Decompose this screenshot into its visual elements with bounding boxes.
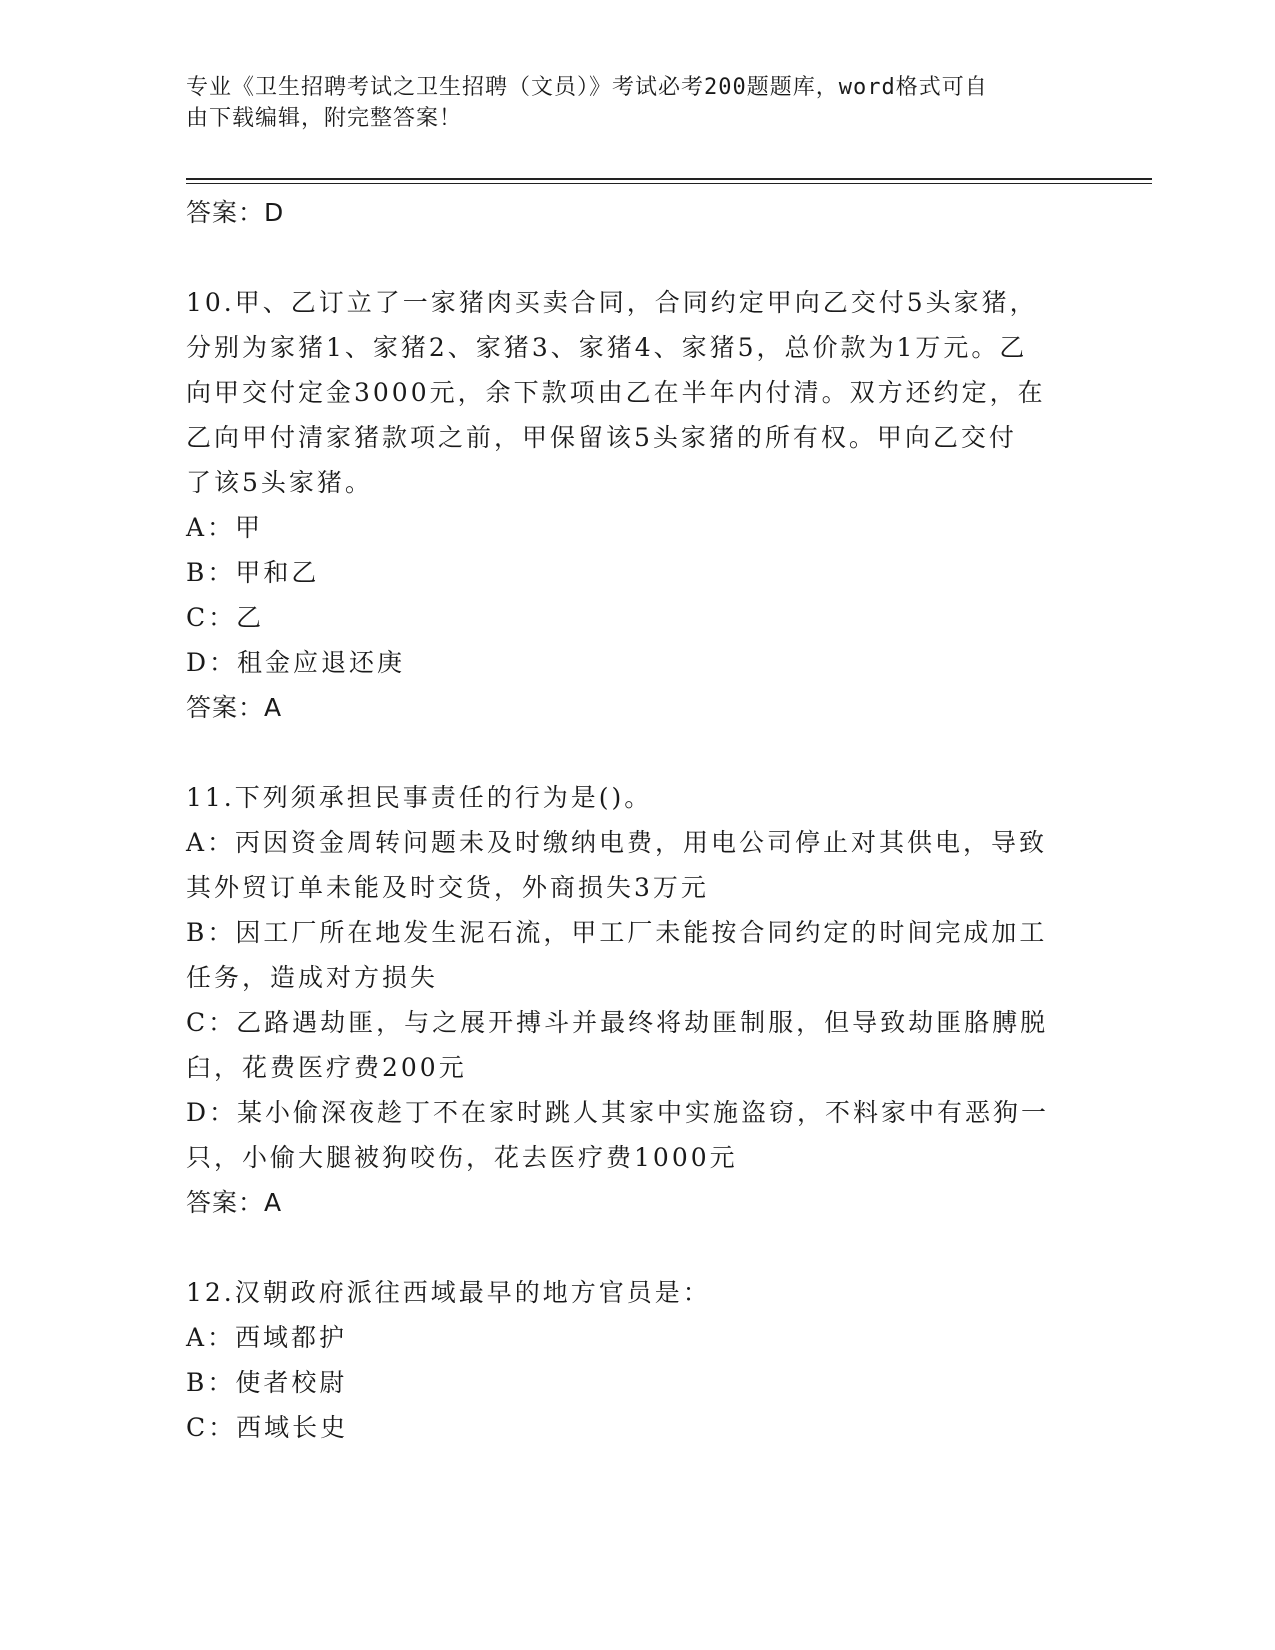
option-line: 其外贸订单未能及时交货，外商损失3万元 bbox=[186, 873, 709, 902]
spacer bbox=[186, 235, 1086, 280]
option-line: 臼，花费医疗费200元 bbox=[186, 1053, 467, 1082]
header-line-2: 由下载编辑，附完整答案！ bbox=[186, 106, 463, 131]
option-a bbox=[186, 820, 1086, 910]
question-text-line: 了该5头家猪。 bbox=[186, 468, 373, 497]
option-line: B：因工厂所在地发生泥石流，甲工厂未能按合同约定的时间完成加工 bbox=[186, 918, 1048, 947]
answer-q11: 答案：A bbox=[186, 1188, 283, 1217]
option-d bbox=[186, 1090, 1086, 1180]
answer-q10: 答案：A bbox=[186, 693, 283, 722]
question-text-line: 向甲交付定金3000元，余下款项由乙在半年内付清。双方还约定，在 bbox=[186, 378, 1046, 407]
option-line: D：某小偷深夜趁丁不在家时跳人其家中实施盗窃，不料家中有恶狗一 bbox=[186, 1098, 1050, 1127]
question-stem: 11.下列须承担民事责任的行为是()。 bbox=[186, 783, 653, 812]
option-a: A：甲 bbox=[186, 513, 264, 542]
document-header bbox=[186, 72, 1066, 134]
spacer bbox=[186, 730, 1086, 775]
option-b bbox=[186, 910, 1086, 1000]
option-line: 任务，造成对方损失 bbox=[186, 963, 439, 992]
option-c: C：乙 bbox=[186, 603, 265, 632]
header-line-1: 专业《卫生招聘考试之卫生招聘（文员）》考试必考200题题库，word格式可自 bbox=[186, 75, 988, 100]
question-10 bbox=[186, 280, 1086, 730]
option-line: A：丙因资金周转问题未及时缴纳电费，用电公司停止对其供电，导致 bbox=[186, 828, 1048, 857]
option-a: A：西域都护 bbox=[186, 1323, 348, 1352]
header-rule-thick bbox=[186, 178, 1152, 180]
option-c bbox=[186, 1000, 1086, 1090]
question-text-line: 分别为家猪1、家猪2、家猪3、家猪4、家猪5，总价款为1万元。乙 bbox=[186, 333, 1028, 362]
option-b: B：甲和乙 bbox=[186, 558, 320, 587]
spacer bbox=[186, 1225, 1086, 1270]
option-line: C：乙路遇劫匪，与之展开搏斗并最终将劫匪制服，但导致劫匪胳膊脱 bbox=[186, 1008, 1049, 1037]
question-11 bbox=[186, 775, 1086, 1225]
answer-q9: 答案：D bbox=[186, 198, 285, 227]
question-12 bbox=[186, 1270, 1086, 1450]
option-b: B：使者校尉 bbox=[186, 1368, 348, 1397]
option-d: D：租金应退还庚 bbox=[186, 648, 406, 677]
question-stem: 12.汉朝政府派往西域最早的地方官员是： bbox=[186, 1278, 711, 1307]
header-rule-thin bbox=[186, 183, 1152, 184]
question-list bbox=[186, 190, 1086, 1450]
option-line: 只，小偷大腿被狗咬伤，花去医疗费1000元 bbox=[186, 1143, 738, 1172]
question-text-line: 乙向甲付清家猪款项之前，甲保留该5头家猪的所有权。甲向乙交付 bbox=[186, 423, 1017, 452]
question-text-line: 10.甲、乙订立了一家猪肉买卖合同，合同约定甲向乙交付5头家猪， bbox=[186, 288, 1038, 317]
option-c: C：西域长史 bbox=[186, 1413, 349, 1442]
